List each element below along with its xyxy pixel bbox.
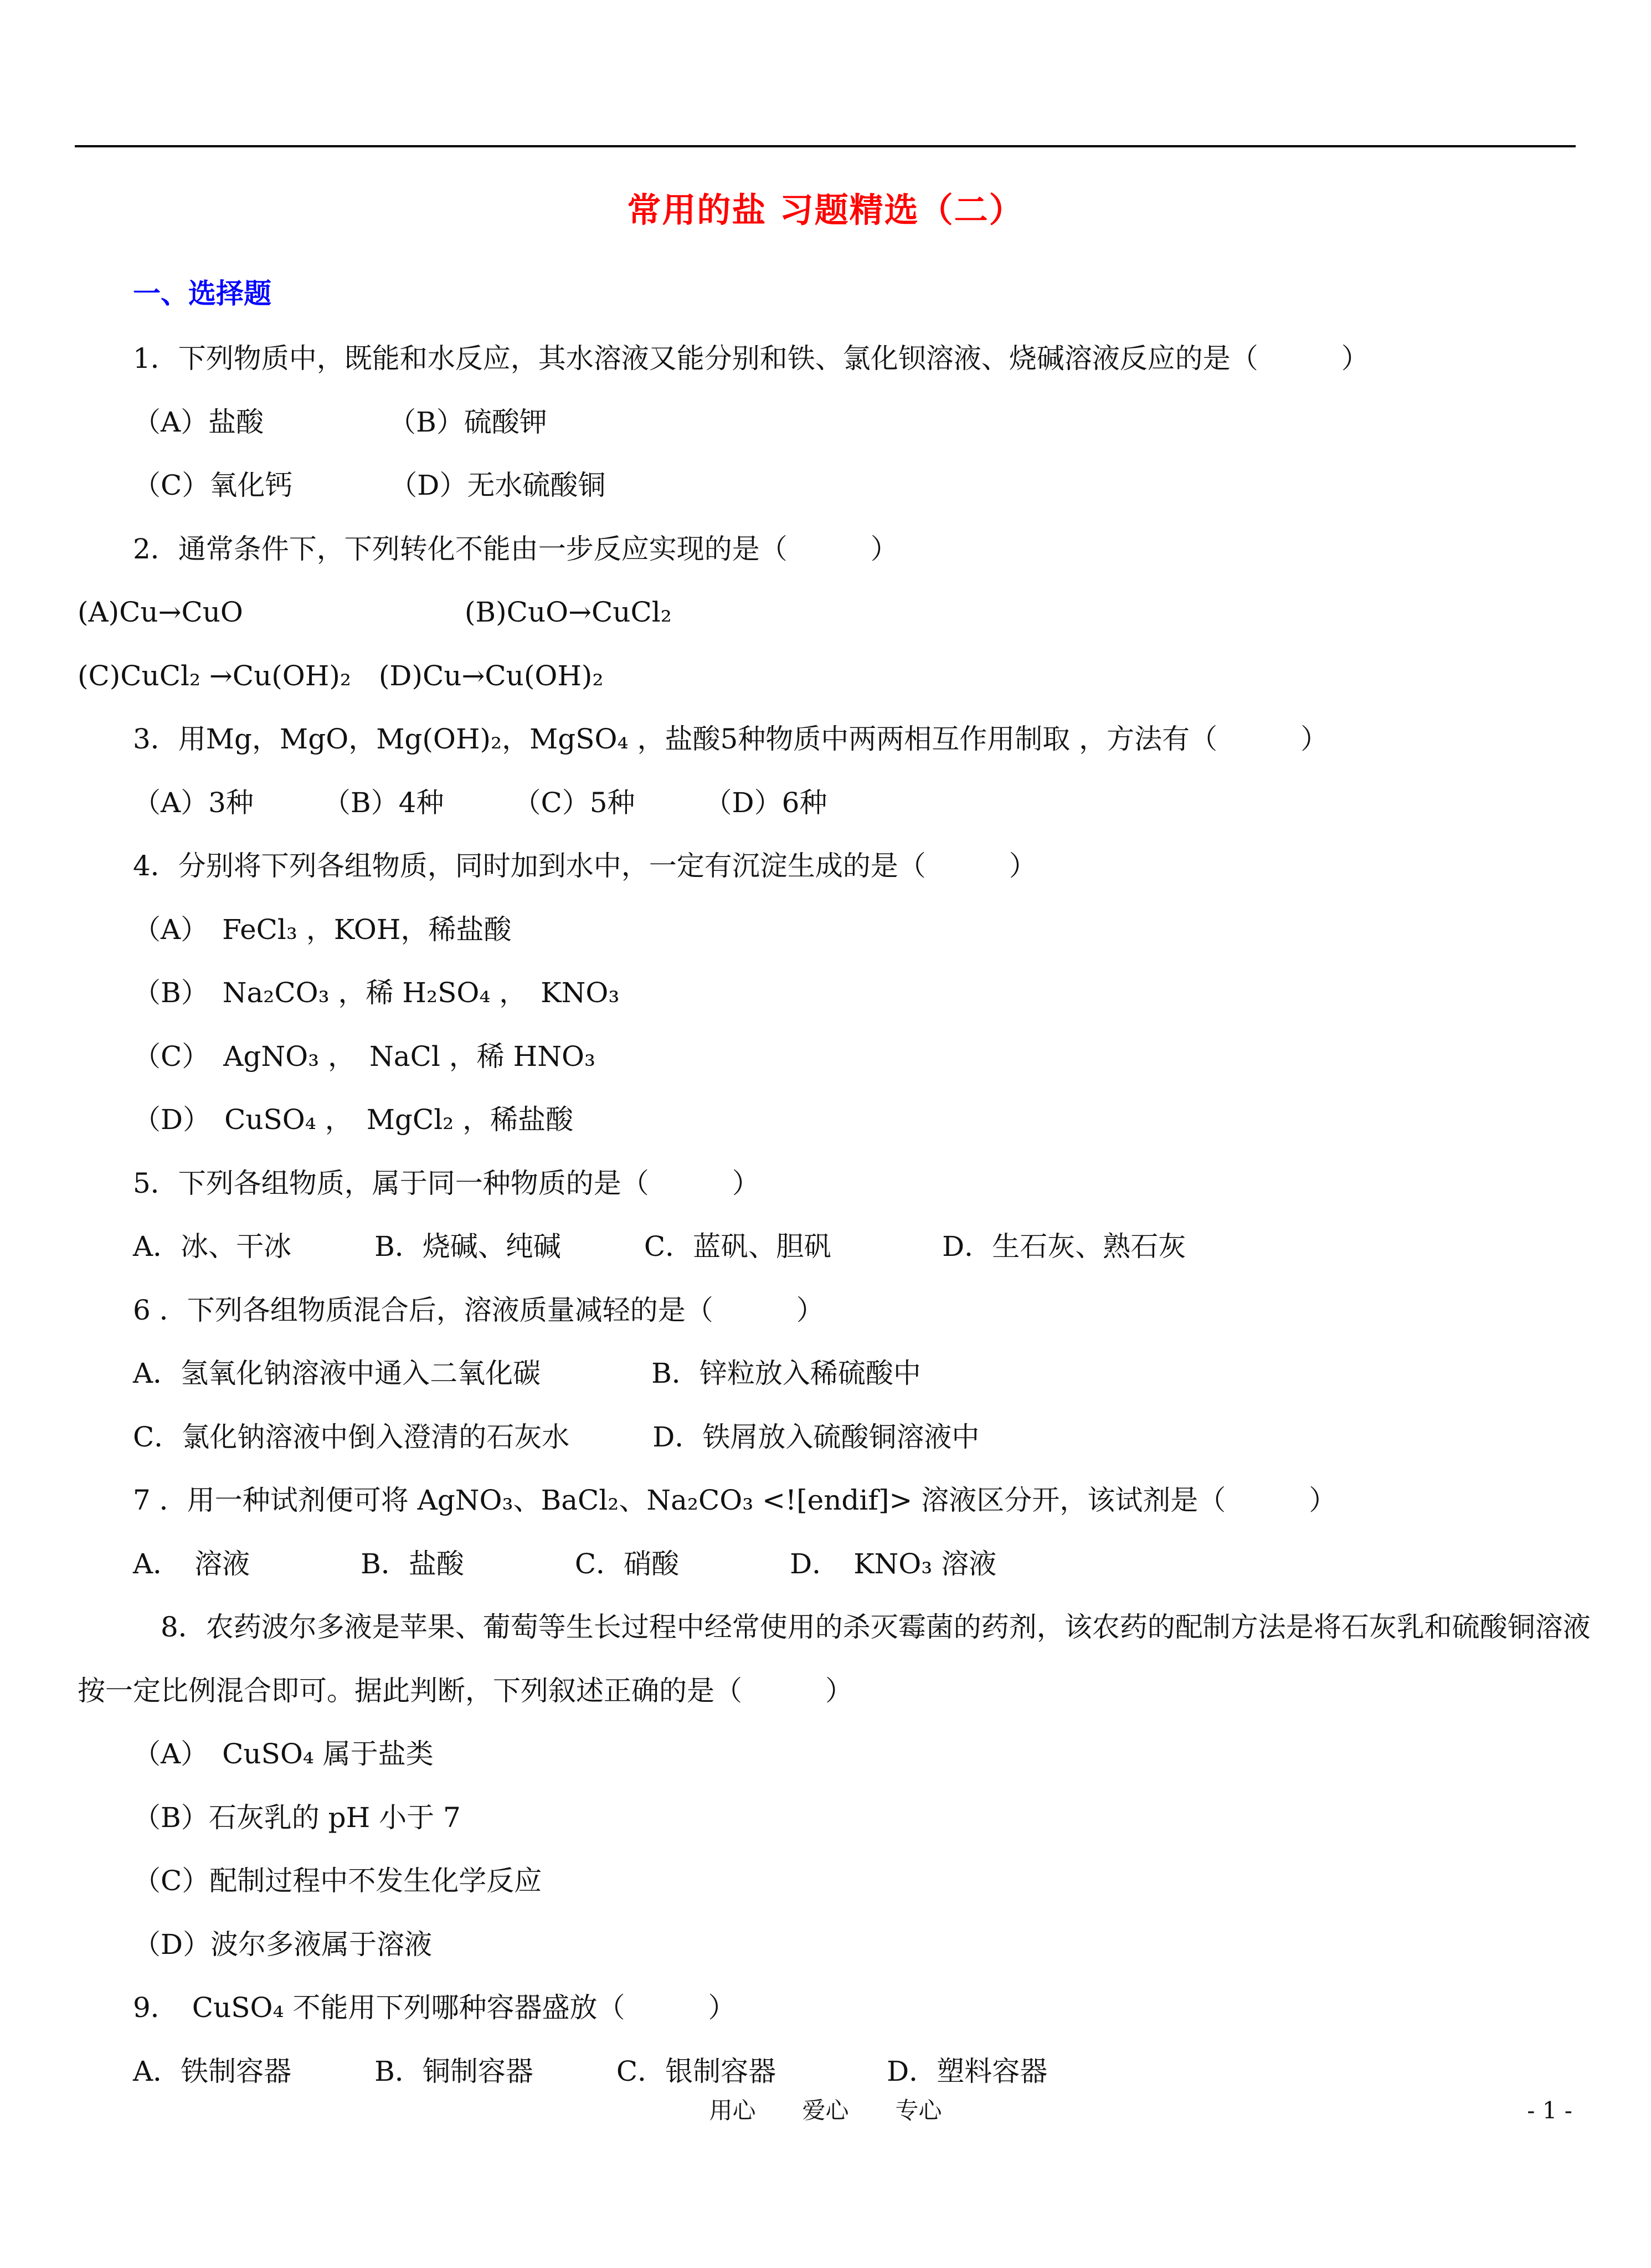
page-title: 常用的盐 习题精选（二） [627,191,1024,230]
question-9: 9． CuSO₄ 不能用下列哪种容器盛放（ ） [133,1992,736,2024]
page-number: - 1 - [1527,2097,1572,2124]
question-4-option-c: （C） AgNO₃ ， NaCl ，稀 HNO₃ [133,1040,596,1073]
question-8-option-b: （B）石灰乳的 pH 小于 7 [133,1801,461,1834]
question-8-option-a: （A） CuSO₄ 属于盐类 [133,1738,434,1770]
question-7: 7 ．用一种试剂便可将 AgNO₃、BaCl₂、Na₂CO₃ <![endif]> 溶液区分开，该试剂是（ ） [133,1484,1337,1516]
section-heading: 一、选择题 [133,277,271,310]
question-4-option-b: （B） Na₂CO₃ ，稀 H₂SO₄ ， KNO₃ [133,977,620,1009]
question-1-options-ab: （A）盐酸 （B）硫酸钾 [133,406,547,438]
question-9-options: A．铁制容器 B．铜制容器 C．银制容器 D．塑料容器 [133,2055,1048,2087]
footer-motto: 用心 爱心 专心 [709,2097,942,2124]
question-8: 8．农药波尔多液是苹果、葡萄等生长过程中经常使用的杀灭霉菌的药剂，该农药的配制方法是将石灰乳和硫酸铜溶液 [133,1611,1591,1643]
question-4: 4．分别将下列各组物质，同时加到水中，一定有沉淀生成的是（ ） [133,850,1037,882]
question-1: 1．下列物质中，既能和水反应，其水溶液又能分别和铁、氯化钡溶液、烧碱溶液反应的是（ ） [133,342,1369,374]
question-7-options: A． 溶液 B．盐酸 C．硝酸 D． KNO₃ 溶液 [133,1547,997,1580]
question-2-options-cd: (C)CuCl₂ →Cu(OH)₂ (D)Cu→Cu(OH)₂ [78,659,604,692]
question-4-option-a: （A） FeCl₃ ，KOH，稀盐酸 [133,913,512,946]
question-6: 6 ．下列各组物质混合后，溶液质量减轻的是（ ） [133,1294,824,1326]
question-6-options-cd: C．氯化钠溶液中倒入澄清的石灰水 D．铁屑放入硫酸铜溶液中 [133,1420,980,1453]
question-3: 3．用Mg，MgO，Mg(OH)₂，MgSO₄ ，盐酸5种物质中两两相互作用制取 ，方法有（ ） [133,723,1329,755]
question-1-options-cd: （C）氧化钙 （D）无水硫酸铜 [133,469,606,501]
question-8-continued: 按一定比例混合即可。据此判断，下列叙述正确的是（ ） [78,1674,853,1707]
question-5: 5．下列各组物质，属于同一种物质的是（ ） [133,1167,760,1199]
header-rule [75,145,1576,147]
question-5-options: A．冰、干冰 B．烧碱、纯碱 C．蓝矾、胆矾 D．生石灰、熟石灰 [133,1230,1186,1263]
question-8-option-d: （D）波尔多液属于溶液 [133,1928,433,1961]
question-3-options: （A）3种 （B）4种 （C）5种 （D）6种 [133,786,827,819]
question-2-options-ab: (A)Cu→CuO (B)CuO→CuCl₂ [78,596,672,628]
question-6-options-ab: A．氢氧化钠溶液中通入二氧化碳 B．锌粒放入稀硫酸中 [133,1357,921,1389]
question-4-option-d: （D） CuSO₄ ， MgCl₂ ，稀盐酸 [133,1104,574,1136]
question-8-option-c: （C）配制过程中不发生化学反应 [133,1865,542,1897]
question-2: 2．通常条件下，下列转化不能由一步反应实现的是（ ） [133,532,898,565]
question-list [78,327,1591,2103]
